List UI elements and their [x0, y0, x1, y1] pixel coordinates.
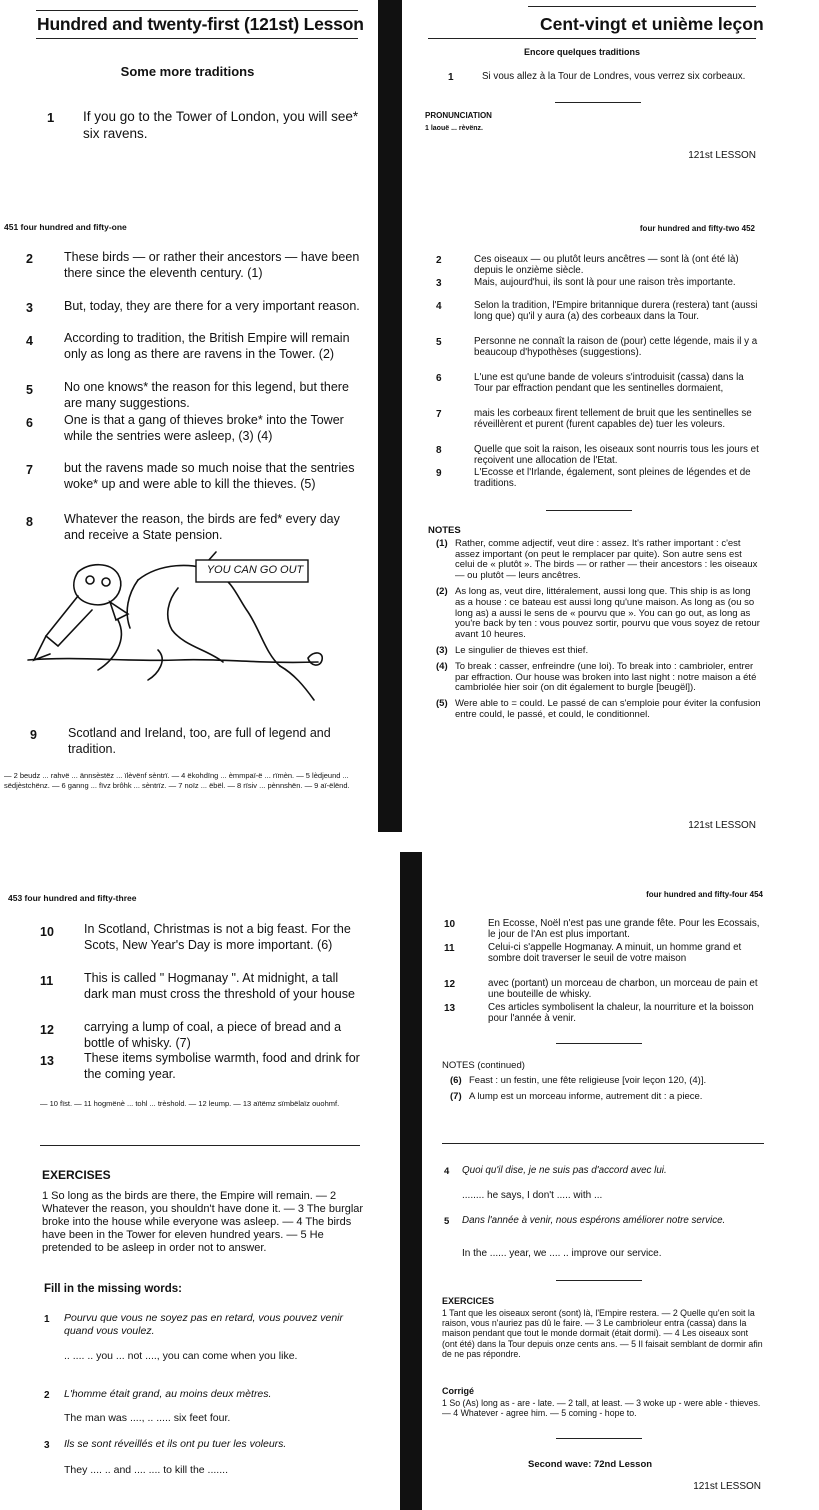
rule	[528, 6, 756, 7]
fill-prompt: Ils se sont réveillés et ils ont pu tuer les voleurs.	[64, 1438, 287, 1450]
exercises-heading: EXERCISES	[42, 1168, 111, 1182]
note-text: Were able to = could. Le passé de can s'emploie pour éviter la confusion entre could, le passé, et could, le conditionnel.	[455, 698, 761, 720]
notes-heading: NOTES	[428, 525, 461, 536]
fill-prompt: Quoi qu'il dise, je ne suis pas d'accord avec lui.	[462, 1165, 667, 1176]
note-label: (1)	[436, 537, 448, 549]
note-text: Le singulier de thieves est thief.	[455, 644, 589, 656]
en-subtitle: Some more traditions	[120, 64, 255, 79]
fill-prompt: Dans l'année à venir, nous espérons améliorer notre service.	[462, 1215, 726, 1226]
note-label: (5)	[436, 698, 448, 710]
fill-blank: .. .... .. you ... not ...., you can come when you like.	[64, 1350, 298, 1362]
rule	[40, 1145, 360, 1146]
note-item	[428, 587, 762, 641]
en-line-number: 1	[47, 110, 55, 125]
note-label: (7)	[450, 1090, 462, 1102]
pronunciation-heading: PRONUNCIATION	[425, 111, 492, 120]
fr-line-text: En Ecosse, Noël n'est pas une grande fête. Pour les Ecossais, le jour de l'An est plus important.	[488, 918, 760, 940]
fill-blank: The man was ...., .. ..... six feet four.	[64, 1412, 231, 1424]
fr-line-text: Ces oiseaux — ou plutôt leurs ancêtres — sont là (ont été là) depuis le onzième siècle.	[474, 254, 739, 276]
note-text: Feast : un festin, une fête religieuse [voir leçon 120, (4)].	[469, 1074, 707, 1086]
fill-blank: In the ...... year, we .... .. improve our service.	[462, 1248, 662, 1259]
fr-line-number: 8	[436, 445, 442, 456]
en-line-text: These birds — or rather their ancestors — have been there since the eleventh century. (1)	[64, 250, 360, 280]
fill-prompt: Pourvu que vous ne soyez pas en retard, vous pouvez venir quand vous voulez.	[64, 1312, 343, 1337]
rule	[546, 510, 632, 511]
note-label: (2)	[436, 585, 448, 597]
en-line-text: Whatever the reason, the birds are fed* every day and receive a State pension.	[64, 512, 340, 542]
lesson-tag: 121st LESSON	[688, 150, 756, 161]
fill-prompt: L'homme était grand, au moins deux mètres.	[64, 1388, 272, 1400]
gutter-bar-top	[378, 0, 402, 832]
fr-line-text: L'Ecosse et l'Irlande, également, sont pleines de légendes et de traditions.	[474, 467, 751, 489]
fr-line-number: 10	[444, 919, 456, 930]
en-line-number: 11	[40, 974, 54, 988]
en-line-number: 4	[26, 334, 33, 348]
note-label: (6)	[450, 1074, 462, 1086]
fr-line-text: L'une est qu'une bande de voleurs s'introduisit (cassa) dans la Tour par effraction pendant que les sentinelles dormaient,	[474, 372, 744, 394]
exercices-heading: EXERCICES	[442, 1296, 495, 1306]
page-header-454: four hundred and fifty-four 454	[646, 890, 763, 899]
fr-line-text: Celui-ci s'appelle Hogmanay. A minuit, un homme grand et sombre doit traverser le seuil de votre maison	[488, 942, 742, 964]
page-header-451: 451 four hundred and fifty-one	[4, 222, 127, 232]
en-line-text: This is called " Hogmanay ". At midnight, a tall dark man must cross the threshold of your house	[84, 971, 355, 1001]
fr-subtitle: Encore quelques traditions	[524, 47, 641, 57]
rule	[555, 102, 641, 103]
note-item	[428, 662, 762, 694]
note-item	[442, 1076, 766, 1087]
page-header-452: four hundred and fifty-two 452	[639, 224, 755, 233]
rule	[36, 10, 358, 11]
rule	[556, 1438, 642, 1439]
fill-number: 4	[444, 1166, 450, 1177]
en-line-number: 6	[26, 416, 33, 430]
fr-line-text: mais les corbeaux firent tellement de bruit que les sentinelles se réveillèrent et purent (furent capables de) tuer les voleurs.	[474, 408, 752, 430]
fill-number: 2	[44, 1390, 50, 1401]
en-line-number: 2	[26, 252, 33, 266]
en-pronunciation-451: — 2 beudz ... rahvë ... ännsèstëz ... ïlèvënf sèntrï. — 4 ëkohdïng ... èmmpaï-ë ... rïmèn. — 5 lèdjeund ... sëdjèstchënz. — 6 ganng ... fïvz brôhk ... sèntrïz. — 7 noïz ... ëbël. — 8 rïsiv ... pènnshën. — 9 aï-ëlënd.	[4, 771, 350, 790]
fr-line-number: 6	[436, 373, 442, 384]
rule	[556, 1043, 642, 1044]
en-lesson-title: Hundred and twenty-first (121st) Lesson	[37, 14, 364, 34]
note-text: As long as, veut dire, littéralement, aussi long que. This ship is as long as a house : ce bateau est aussi long qu'une maison. As long as (ou so long as) a aussi le sens de « pourvu que ». You can go out, as long as you're back by ten : vous pouvez sortir, pourvu que vous soyez de retour avant 10 heures.	[455, 585, 760, 641]
en-line-text: Scotland and Ireland, too, are full of legend and tradition.	[68, 726, 331, 756]
fr-line-text: Quelle que soit la raison, les oiseaux sont nourris tous les jours et reçoivent une allocation de l'Etat.	[474, 444, 759, 466]
corrige-heading: Corrigé	[442, 1386, 475, 1396]
note-item	[442, 1092, 766, 1103]
corrige-text: 1 So (As) long as - are - late. — 2 tall, at least. — 3 woke up - were able - thieves. — 4 Whatever - agree him. — 5 coming - hope to.	[442, 1398, 761, 1419]
note-text: Rather, comme adjectif, veut dire : assez. It's rather important : c'est assez important (on peut le remplacer par quite). Son autre sens est celui de « plutôt ». The birds — or rather — their ancestors : les oiseaux — ou plutôt — leurs ancêtres.	[455, 537, 758, 582]
fill-number: 3	[44, 1440, 50, 1451]
fr-line-number: 7	[436, 409, 442, 420]
fr-line-number: 13	[444, 1003, 456, 1014]
en-line-number: 7	[26, 463, 33, 477]
en-line-text: carrying a lump of coal, a piece of bread and a bottle of whisky. (7)	[84, 1020, 342, 1050]
fr-line-number: 12	[444, 979, 456, 990]
fr-line-text: Ces articles symbolisent la chaleur, la nourriture et la boisson pour l'année à venir.	[488, 1002, 754, 1024]
notes-continued	[442, 1061, 766, 1107]
fill-number: 5	[444, 1216, 450, 1227]
note-text: To break : casser, enfreindre (une loi). To break into : cambrioler, entrer par effraction. Our house was broken into last night : notre maison a été cambriolée hier soir (on dit également to burgle [beugël]).	[455, 660, 757, 694]
exercises-text: 1 So long as the birds are there, the Empire will remain. — 2 Whatever the reason, you shouldn't have done it. — 3 The burglar broke into the house while everyone was asleep. — 4 The birds have been in the Tower for eleven hundred years. — 5 He pretended to be asleep in order not to answer.	[42, 1190, 364, 1254]
fill-number: 1	[44, 1314, 50, 1325]
note-item	[428, 646, 762, 657]
en-line-text: But, today, they are there for a very important reason.	[64, 299, 360, 313]
fr-line-number: 5	[436, 337, 442, 348]
notes-section	[428, 526, 762, 726]
rule	[556, 1280, 642, 1281]
rule	[36, 38, 358, 39]
en-line-text: According to tradition, the British Empire will remain only as long as there are ravens in the Tower. (2)	[64, 331, 350, 361]
en-line-number: 10	[40, 925, 54, 939]
fr-line-number: 11	[444, 943, 455, 954]
fr-line-text: Selon la tradition, l'Empire britannique durera (restera) tant (aussi long que) qu'il y aura (a) des corbeaux dans la Tour.	[474, 300, 758, 322]
en-line-number: 5	[26, 383, 33, 397]
note-label: (3)	[436, 644, 448, 656]
en-pronunciation-453: — 10 fïst. — 11 hogmënè ... tohl ... trèshold. — 12 leump. — 13 aïtëmz sïmbëlaïz ouohmf.	[40, 1099, 340, 1108]
fr-line-number: 3	[436, 278, 442, 289]
rule	[442, 1143, 764, 1144]
note-text: A lump est un morceau informe, autrement dit : a piece.	[469, 1090, 703, 1102]
en-line-number: 12	[40, 1023, 54, 1037]
cartoon-speech-bubble: YOU CAN GO OUT	[206, 564, 304, 576]
en-line-number: 3	[26, 301, 33, 315]
page-header-453: 453 four hundred and fifty-three	[8, 893, 137, 903]
en-line-number: 13	[40, 1054, 54, 1068]
second-wave-note: Second wave: 72nd Lesson	[528, 1459, 653, 1470]
note-label: (4)	[436, 660, 448, 672]
en-line-text: In Scotland, Christmas is not a big feast. For the Scots, New Year's Day is more important. (6)	[84, 922, 351, 952]
fr-line-text: Si vous allez à la Tour de Londres, vous verrez six corbeaux.	[482, 71, 746, 82]
note-item	[428, 539, 762, 582]
fr-line-number: 1	[448, 72, 454, 83]
notes-continued-heading: NOTES (continued)	[442, 1060, 525, 1071]
pronunciation-text: 1 laouë ... rèvënz.	[425, 125, 483, 132]
fr-line-number: 2	[436, 255, 442, 266]
fr-line-text: avec (portant) un morceau de charbon, un morceau de pain et une bouteille de whisky.	[488, 978, 758, 1000]
fill-heading: Fill in the missing words:	[44, 1283, 183, 1295]
lesson-tag: 121st LESSON	[693, 1481, 761, 1492]
en-line-number: 8	[26, 515, 33, 529]
note-item	[428, 699, 762, 721]
fr-line-text: Personne ne connaît la raison de (pour) cette légende, mais il y a beaucoup d'hypothèses (suggestions).	[474, 336, 758, 358]
exercices-text: 1 Tant que les oiseaux seront (sont) là, l'Empire restera. — 2 Quelle qu'en soit la raison, vous n'auriez pas dû le faire. — 3 Le cambrioleur entra (cassa) dans la maison pendant que tout le monde dormait (était dormi). — 4 Les oiseaux sont (ont été) dans la Tour depuis onze cents ans. — 5 Il faisait semblant de dormir afin de ne pas répondre.	[442, 1308, 763, 1359]
fr-lesson-title: Cent-vingt et unième leçon	[540, 14, 764, 34]
en-line-number: 9	[30, 728, 37, 742]
en-line-text: but the ravens made so much noise that the sentries woke* up and were able to kill the thieves. (5)	[64, 461, 355, 491]
fr-line-number: 4	[436, 301, 442, 312]
rule	[428, 38, 756, 39]
en-line-text: If you go to the Tower of London, you will see* six ravens.	[83, 109, 359, 141]
fill-blank: ........ he says, I don't ..... with ...	[462, 1190, 603, 1201]
en-line-text: One is that a gang of thieves broke* into the Tower while the sentries were asleep, (3) (4)	[64, 413, 344, 443]
en-line-text: These items symbolise warmth, food and drink for the coming year.	[84, 1051, 360, 1081]
en-line-text: No one knows* the reason for this legend, but there are many suggestions.	[64, 380, 349, 410]
fr-line-number: 9	[436, 468, 442, 479]
fill-blank: They .... .. and .... .... to kill the .......	[64, 1464, 228, 1476]
gutter-bar-bottom	[400, 852, 422, 1510]
lesson-tag: 121st LESSON	[688, 820, 756, 831]
fr-line-text: Mais, aujourd'hui, ils sont là pour une raison très importante.	[474, 277, 736, 288]
